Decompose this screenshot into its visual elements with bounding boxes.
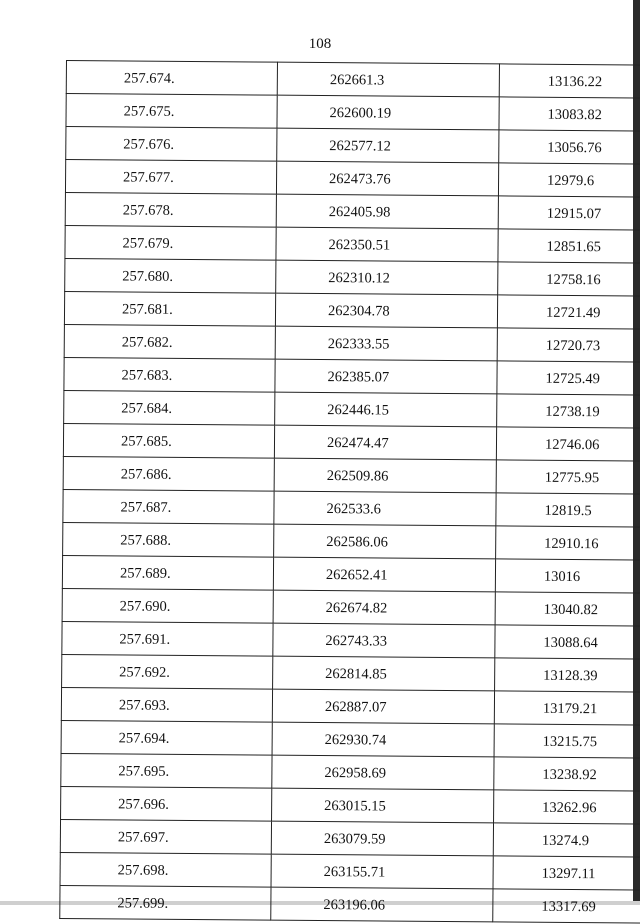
y-coordinate-cell: 13040.82 (495, 592, 640, 627)
table-row (61, 753, 640, 791)
table-row (65, 192, 640, 230)
x-coordinate-cell: 262533.6 (274, 491, 496, 526)
page-number: 108 (308, 36, 332, 52)
point-number-cell: 257.694. (61, 720, 272, 755)
table-row (65, 258, 640, 296)
point-number-cell: 257.693. (61, 687, 272, 722)
point-number-cell: 257.677. (65, 160, 276, 195)
y-coordinate-cell: 13083.82 (499, 97, 640, 132)
x-coordinate-cell: 262577.12 (277, 128, 499, 163)
y-coordinate-cell: 13297.11 (493, 856, 640, 891)
x-coordinate-cell: 263015.15 (272, 788, 494, 823)
y-coordinate-cell: 12725.49 (497, 361, 640, 396)
table-row (61, 786, 640, 824)
table-row (64, 357, 640, 395)
x-coordinate-cell: 262405.98 (276, 194, 498, 229)
point-number-cell: 257.676. (66, 127, 277, 162)
y-coordinate-cell: 12819.5 (496, 493, 640, 528)
table-row (65, 160, 640, 198)
y-coordinate-cell: 13317.69 (493, 889, 640, 924)
point-number-cell: 257.680. (65, 258, 276, 293)
x-coordinate-cell: 262310.12 (276, 260, 498, 295)
y-coordinate-cell: 12910.16 (496, 526, 640, 561)
point-number-cell: 257.686. (63, 456, 274, 491)
x-coordinate-cell: 262661.3 (277, 62, 499, 97)
x-coordinate-cell: 262674.82 (273, 590, 495, 625)
point-number-cell: 257.696. (61, 786, 272, 821)
y-coordinate-cell: 12746.06 (496, 427, 640, 462)
point-number-cell: 257.691. (62, 621, 273, 656)
point-number-cell: 257.674. (66, 61, 277, 96)
y-coordinate-cell: 12775.95 (496, 460, 640, 495)
y-coordinate-cell: 13262.96 (494, 790, 640, 825)
point-number-cell: 257.690. (62, 588, 273, 623)
x-coordinate-cell: 262509.86 (274, 458, 496, 493)
table-row (64, 324, 640, 362)
point-number-cell: 257.695. (61, 753, 272, 788)
point-number-cell: 257.685. (63, 423, 274, 458)
point-number-cell: 257.698. (60, 852, 271, 887)
table-row (66, 94, 640, 132)
x-coordinate-cell: 262930.74 (272, 722, 494, 757)
table-row (63, 522, 640, 560)
x-coordinate-cell: 262474.47 (274, 425, 496, 460)
x-coordinate-cell: 262304.78 (275, 293, 497, 328)
x-coordinate-cell: 262652.41 (273, 557, 495, 592)
y-coordinate-cell: 13016 (495, 559, 640, 594)
y-coordinate-cell: 12721.49 (497, 295, 640, 330)
y-coordinate-cell: 13128.39 (495, 658, 640, 693)
table-row (62, 621, 640, 659)
point-number-cell: 257.675. (66, 94, 277, 129)
point-number-cell: 257.681. (64, 291, 275, 326)
table-row (64, 291, 640, 329)
point-number-cell: 257.687. (63, 489, 274, 524)
point-number-cell: 257.688. (63, 522, 274, 557)
x-coordinate-cell: 262446.15 (275, 392, 497, 427)
x-coordinate-cell: 262887.07 (272, 689, 494, 724)
point-number-cell: 257.684. (64, 390, 275, 425)
x-coordinate-cell: 262586.06 (274, 524, 496, 559)
x-coordinate-cell: 263196.06 (271, 887, 493, 922)
table-row (63, 456, 640, 494)
table-row (60, 819, 640, 857)
y-coordinate-cell: 13136.22 (499, 64, 640, 99)
table-row (63, 423, 640, 461)
y-coordinate-cell: 12720.73 (497, 328, 640, 363)
x-coordinate-cell: 262385.07 (275, 359, 497, 394)
y-coordinate-cell: 12979.6 (498, 163, 640, 198)
x-coordinate-cell: 262473.76 (276, 161, 498, 196)
coordinates-table-body (60, 61, 640, 924)
x-coordinate-cell: 263155.71 (271, 854, 493, 889)
table-row (62, 588, 640, 626)
table-row (61, 687, 640, 725)
point-number-cell: 257.692. (62, 654, 273, 689)
point-number-cell: 257.683. (64, 357, 275, 392)
table-row (65, 225, 640, 263)
table-row (64, 390, 640, 428)
point-number-cell: 257.682. (64, 324, 275, 359)
x-coordinate-cell: 262600.19 (277, 95, 499, 130)
table-row (60, 852, 640, 890)
y-coordinate-cell: 12851.65 (498, 229, 640, 264)
table-row (66, 127, 640, 165)
point-number-cell: 257.689. (62, 555, 273, 590)
table-row (61, 720, 640, 758)
y-coordinate-cell: 13088.64 (495, 625, 640, 660)
x-coordinate-cell: 262333.55 (275, 326, 497, 361)
point-number-cell: 257.679. (65, 225, 276, 260)
y-coordinate-cell: 13179.21 (494, 691, 640, 726)
table-row (62, 555, 640, 593)
y-coordinate-cell: 12738.19 (497, 394, 640, 429)
point-number-cell: 257.697. (60, 819, 271, 854)
x-coordinate-cell: 262743.33 (273, 623, 495, 658)
y-coordinate-cell: 12758.16 (498, 262, 640, 297)
y-coordinate-cell: 13238.92 (494, 757, 640, 792)
table-row (63, 489, 640, 527)
coordinates-table (59, 60, 640, 924)
x-coordinate-cell: 262350.51 (276, 227, 498, 262)
y-coordinate-cell: 13215.75 (494, 724, 640, 759)
table-row (62, 654, 640, 692)
x-coordinate-cell: 262814.85 (273, 656, 495, 691)
point-number-cell: 257.678. (65, 192, 276, 227)
y-coordinate-cell: 13274.9 (493, 823, 640, 858)
x-coordinate-cell: 263079.59 (271, 821, 493, 856)
y-coordinate-cell: 13056.76 (499, 130, 640, 165)
table-row (66, 61, 640, 99)
point-number-cell: 257.699. (60, 885, 271, 920)
y-coordinate-cell: 12915.07 (498, 196, 640, 231)
x-coordinate-cell: 262958.69 (272, 755, 494, 790)
